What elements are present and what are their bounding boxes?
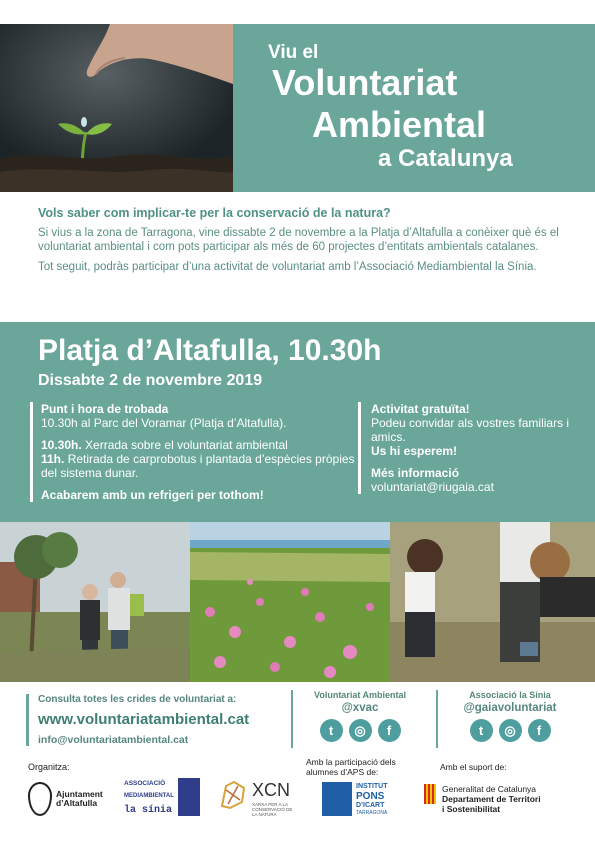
- gencat-line2: Departament de Territori: [442, 794, 541, 804]
- social-block-xvac: [291, 690, 421, 748]
- ajuntament-shield-icon: [28, 782, 52, 816]
- event-date: Dissabte 2 de novembre 2019: [38, 372, 263, 389]
- instagram-icon[interactable]: ◎: [499, 719, 522, 742]
- consult-text: Consulta totes les crides de voluntariat a:: [38, 694, 237, 705]
- institut-line3: D’ICART: [356, 802, 385, 809]
- institut-emblem-icon: [322, 782, 352, 816]
- event-info: [358, 402, 578, 494]
- ajuntament-logo: Ajuntament d’Altafulla: [56, 789, 103, 808]
- info-email[interactable]: voluntariat@riugaia.cat: [371, 480, 494, 494]
- event-band: [0, 322, 595, 522]
- event-details: [30, 402, 355, 502]
- website-block: [26, 694, 249, 746]
- social-block-sinia: [436, 690, 576, 748]
- free-heading: Activitat gratuïta!: [371, 402, 470, 416]
- meeting-place: 10.30h al Parc del Voramar (Platja d’Altafulla).: [41, 416, 287, 430]
- institut-line2: PONS: [356, 791, 385, 802]
- footer: [0, 682, 595, 842]
- intro-paragraph-2: Tot seguit, podràs participar d’una activitat de voluntariat amb l’Associació Mediambiental la Sínia.: [38, 261, 537, 273]
- twitter-icon[interactable]: t: [470, 719, 493, 742]
- title-line-3: Ambiental: [312, 104, 487, 145]
- contact-email[interactable]: info@voluntariatambiental.cat: [38, 734, 189, 746]
- institut-line1: INSTITUT: [356, 783, 388, 790]
- free-text: Podeu convidar als vostres familiars i amics.: [371, 416, 570, 444]
- closing-text: Acabarem amb un refrigeri per tothom!: [41, 488, 264, 502]
- institut-line4: TARRAGONA: [356, 810, 388, 816]
- talk-item: [41, 438, 355, 452]
- xcn-map-icon: [218, 780, 248, 810]
- talk-text: Xerrada sobre el voluntariat ambiental: [81, 438, 288, 452]
- social-handle: @gaiavoluntariat: [463, 702, 557, 714]
- info-heading: Més informació: [371, 466, 460, 480]
- website-link[interactable]: www.voluntariatambiental.cat: [38, 711, 250, 728]
- event-title: Platja d’Altafulla, 10.30h: [38, 334, 382, 367]
- photo-strip: [0, 522, 595, 682]
- sinia-logo-line2: MEDIAMBIENTAL: [124, 793, 174, 799]
- senyera-icon: [424, 784, 436, 804]
- sinia-logo-line1: ASSOCIACIÓ: [124, 780, 166, 787]
- title-line-1: Viu el: [268, 42, 319, 63]
- gencat-line1: Generalitat de Catalunya: [442, 784, 537, 794]
- talk-time: 10.30h.: [41, 438, 82, 452]
- meeting-heading: Punt i hora de trobada: [41, 402, 169, 416]
- participation-label: Amb la participació dels alumnes d’APS de:: [306, 757, 396, 777]
- planting-photo: [390, 522, 595, 682]
- support-label: Amb el suport de:: [440, 762, 507, 772]
- sinia-figure-icon: [178, 778, 200, 816]
- xcn-logo-sub: XARXA PER A LA CONSERVACIÓ DE LA NATURA: [252, 802, 293, 817]
- instagram-icon[interactable]: ◎: [349, 719, 372, 742]
- social-name: Associació la Sínia: [469, 690, 551, 700]
- social-handle: @xvac: [341, 702, 379, 714]
- dune-flowers-photo: [190, 522, 390, 682]
- intro-question: Vols saber com implicar-te per la conservació de la natura?: [38, 206, 391, 220]
- twitter-icon[interactable]: t: [320, 719, 343, 742]
- removal-text: Retirada de carprobotus i plantada d’espècies pròpies del sistema dunar.: [41, 452, 355, 480]
- facebook-icon[interactable]: f: [528, 719, 551, 742]
- wait-text: Us hi esperem!: [371, 444, 458, 458]
- social-name: Voluntariat Ambiental: [313, 690, 406, 700]
- sinia-logo-line3: la sínia: [124, 805, 173, 816]
- removal-time: 11h.: [41, 452, 65, 466]
- intro-paragraph-1: Si vius a la zona de Tarragona, vine dissabte 2 de novembre a la Platja d’Altafulla a conèixer què és el voluntariat ambiental i com pots participar als més de 60 projectes d’entitats ambientals catalanes.: [38, 227, 559, 253]
- seedling-photo: [0, 24, 233, 192]
- title-line-2: Voluntariat: [272, 62, 458, 103]
- xcn-logo: XCN: [252, 780, 291, 800]
- organizer-label: Organitza:: [28, 762, 70, 772]
- gencat-line3: i Sostenibilitat: [442, 804, 501, 814]
- intro-section: [38, 206, 568, 280]
- title-line-4: a Catalunya: [378, 145, 513, 172]
- volunteers-photo: [0, 522, 190, 682]
- removal-item: [41, 452, 355, 480]
- facebook-icon[interactable]: f: [378, 719, 401, 742]
